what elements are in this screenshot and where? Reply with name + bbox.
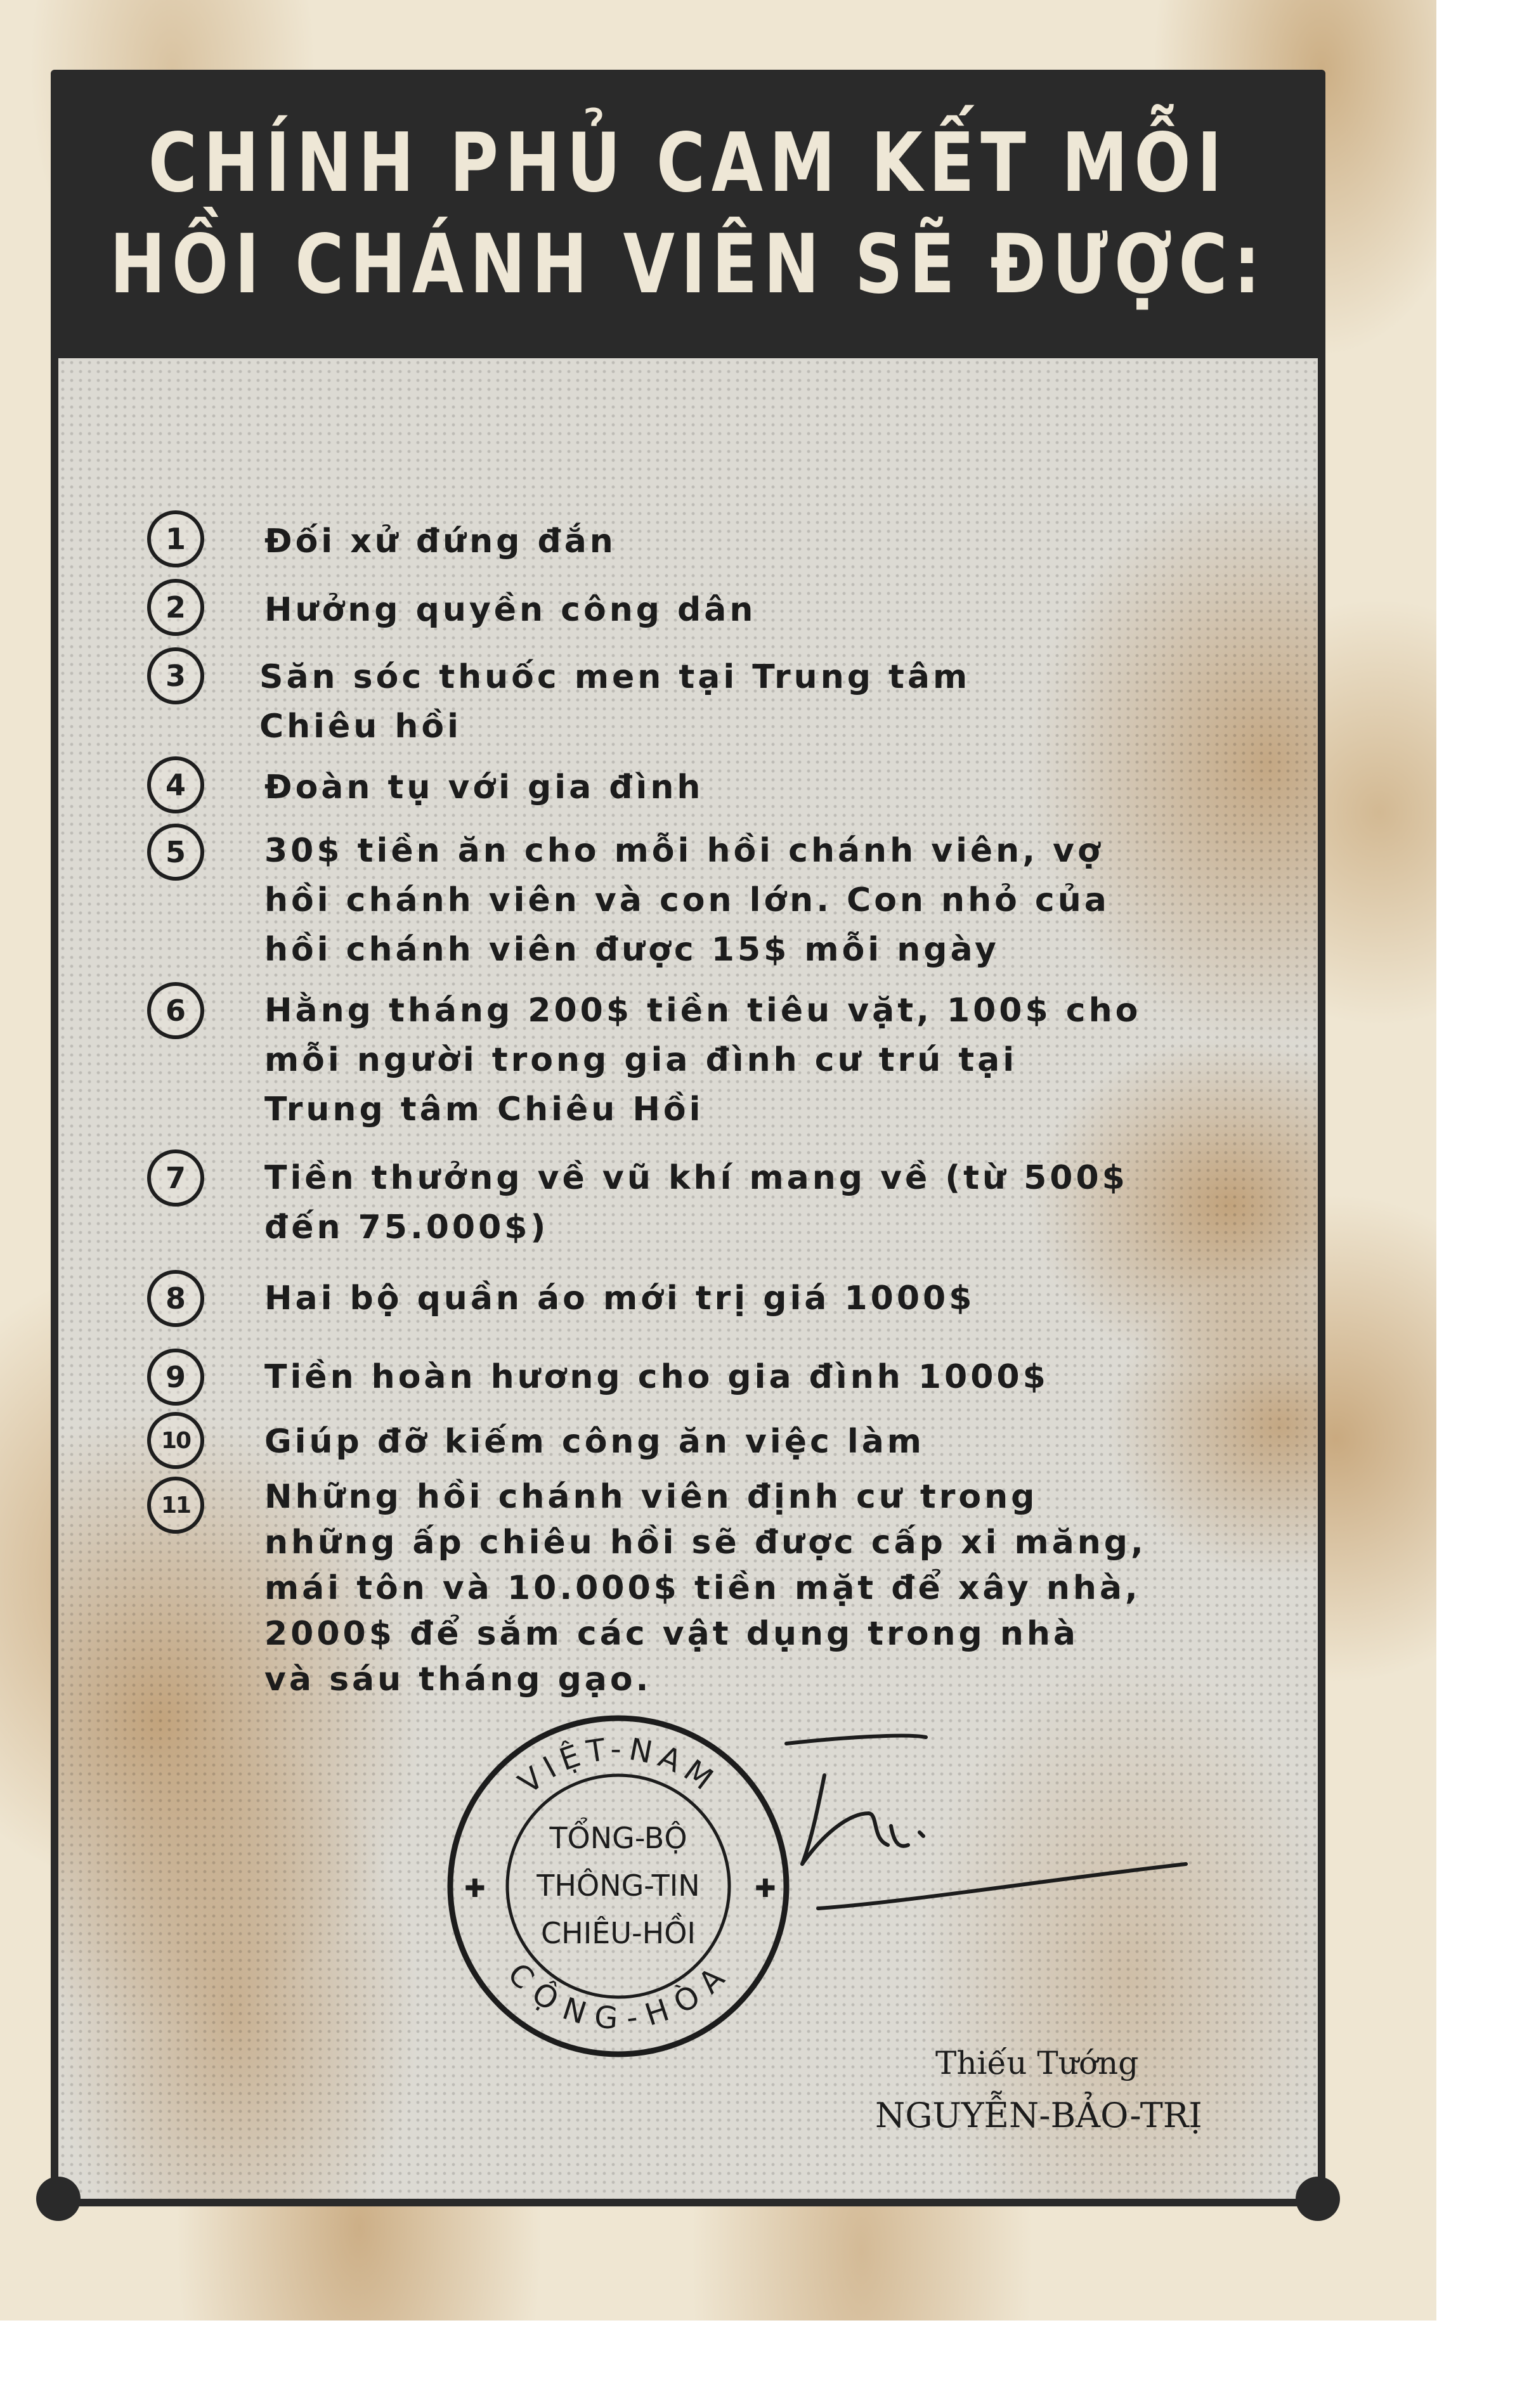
item-number: 7 — [147, 1149, 204, 1207]
seal-star-icon: ✚ — [464, 1874, 486, 1903]
item-text: Đoàn tụ với gia đình — [264, 768, 704, 806]
seal-line-2: THÔNG-TIN — [537, 1868, 700, 1903]
item-number: 6 — [147, 982, 204, 1039]
item-text: 30$ tiền ăn cho mỗi hồi chánh viên, vợ hồi chánh viên và con lớn. Con nhỏ của hồi chánh viên được 15$ mỗi ngày — [264, 832, 1110, 969]
item-text: Tiền thưởng về vũ khí mang về (từ 500$ đến 75.000$) — [264, 1159, 1128, 1246]
seal-line-1: TỔNG-BỘ — [549, 1821, 687, 1855]
seal-star-icon: ✚ — [755, 1874, 776, 1903]
title-line-1: CHÍNH PHỦ CAM KẾT MỖI — [148, 115, 1228, 210]
item-number: 9 — [147, 1349, 204, 1406]
seal-ring-bottom: CỘNG-HÒA — [500, 1956, 736, 2037]
item-number: 8 — [147, 1270, 204, 1327]
item-number: 3 — [147, 647, 204, 704]
handwritten-signature — [742, 1718, 1199, 1921]
item-text: Những hồi chánh viên định cư trong những ấp chiêu hồi sẽ được cấp xi măng, mái tôn và 10.000$ tiền mặt để xây nhà, 2000$ để sắm các vật dụng trong nhà và sáu tháng gạo. — [264, 1478, 1147, 1699]
signatory-name: NGUYỄN-BẢO-TRỊ — [875, 2095, 1202, 2135]
corner-ornament — [36, 2177, 81, 2221]
item-number: 2 — [147, 579, 204, 636]
item-text: Giúp đỡ kiếm công ăn việc làm — [264, 1423, 925, 1461]
signatory-rank: Thiếu Tướng — [935, 2045, 1139, 2081]
official-seal — [444, 1712, 793, 2061]
item-number: 1 — [147, 510, 204, 567]
item-number: 4 — [147, 756, 204, 813]
seal-line-3: CHIÊU-HỒI — [541, 1916, 696, 1950]
item-text: Hằng tháng 200$ tiền tiêu vặt, 100$ cho mỗi người trong gia đình cư trú tại Trung tâm Chiêu Hồi — [264, 992, 1142, 1129]
item-text: Tiền hoàn hương cho gia đình 1000$ — [264, 1358, 1049, 1396]
item-number: 10 — [147, 1412, 204, 1469]
item-number: 5 — [147, 824, 204, 881]
corner-ornament — [1296, 2177, 1340, 2221]
seal-ring-top: VIỆT-NAM — [512, 1731, 725, 1801]
item-number: 11 — [147, 1477, 204, 1534]
title-line-2: HỒI CHÁNH VIÊN SẼ ĐƯỢC: — [110, 217, 1266, 312]
item-text: Hưởng quyền công dân — [264, 591, 757, 629]
item-text: Săn sóc thuốc men tại Trung tâm Chiêu hồi — [259, 658, 971, 746]
title-band — [51, 70, 1325, 358]
item-text: Hai bộ quần áo mới trị giá 1000$ — [264, 1279, 975, 1317]
item-text: Đối xử đứng đắn — [264, 522, 616, 560]
